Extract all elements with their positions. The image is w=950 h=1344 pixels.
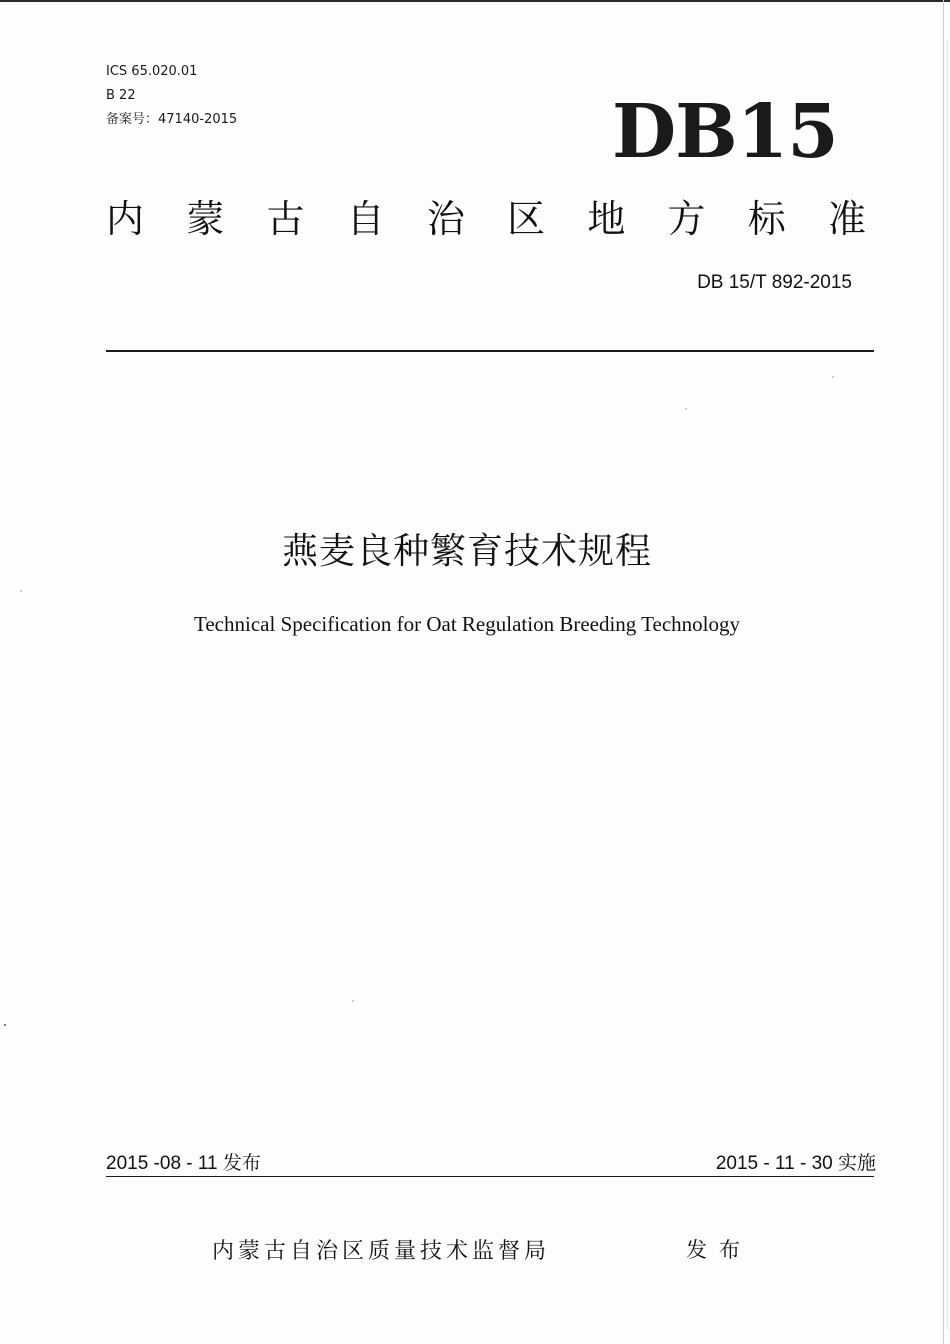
classification-code: B 22 bbox=[106, 88, 136, 103]
publisher-action: 发布 bbox=[686, 1238, 752, 1262]
scan-speck bbox=[685, 408, 687, 410]
heading-char: 自 bbox=[346, 197, 385, 241]
effective-date: 2015 - 11 - 30 实施 bbox=[715, 1153, 876, 1174]
heading-char: 内 bbox=[106, 197, 145, 241]
heading-char: 准 bbox=[827, 197, 866, 241]
document-title-english: Technical Specification for Oat Regulation Breeding Technology bbox=[194, 612, 740, 636]
heading-char: 区 bbox=[507, 197, 546, 241]
standard-code: DB 15/T 892-2015 bbox=[697, 272, 852, 293]
heading-char: 标 bbox=[747, 197, 786, 241]
publisher-name: 内蒙古自治区质量技术监督局 bbox=[212, 1239, 551, 1264]
db15-logo: DB15 bbox=[612, 89, 838, 175]
heading-char: 方 bbox=[667, 197, 706, 241]
document-title-chinese: 燕麦良种繁育技术规程 bbox=[281, 531, 652, 572]
scan-right-edge bbox=[943, 0, 944, 1344]
ics-code: ICS 65.020.01 bbox=[106, 64, 198, 79]
heading-char: 古 bbox=[266, 197, 305, 241]
scan-speck bbox=[352, 1000, 354, 1002]
header-divider bbox=[106, 350, 874, 352]
heading-char: 地 bbox=[587, 197, 626, 241]
heading-char: 治 bbox=[426, 197, 465, 241]
scan-speck bbox=[832, 376, 834, 378]
scan-speck bbox=[4, 1024, 6, 1026]
scan-top-edge bbox=[0, 0, 950, 2]
publish-date: 2015 -08 - 11 发布 bbox=[106, 1153, 261, 1174]
scan-speck bbox=[20, 590, 22, 592]
classification-block bbox=[106, 60, 237, 132]
footer-divider bbox=[106, 1176, 874, 1177]
scan-right-edge-inner bbox=[947, 40, 948, 1330]
record-number: 备案号：47140-2015 bbox=[106, 112, 238, 127]
standard-type-heading bbox=[106, 194, 866, 244]
heading-char: 蒙 bbox=[186, 197, 225, 241]
